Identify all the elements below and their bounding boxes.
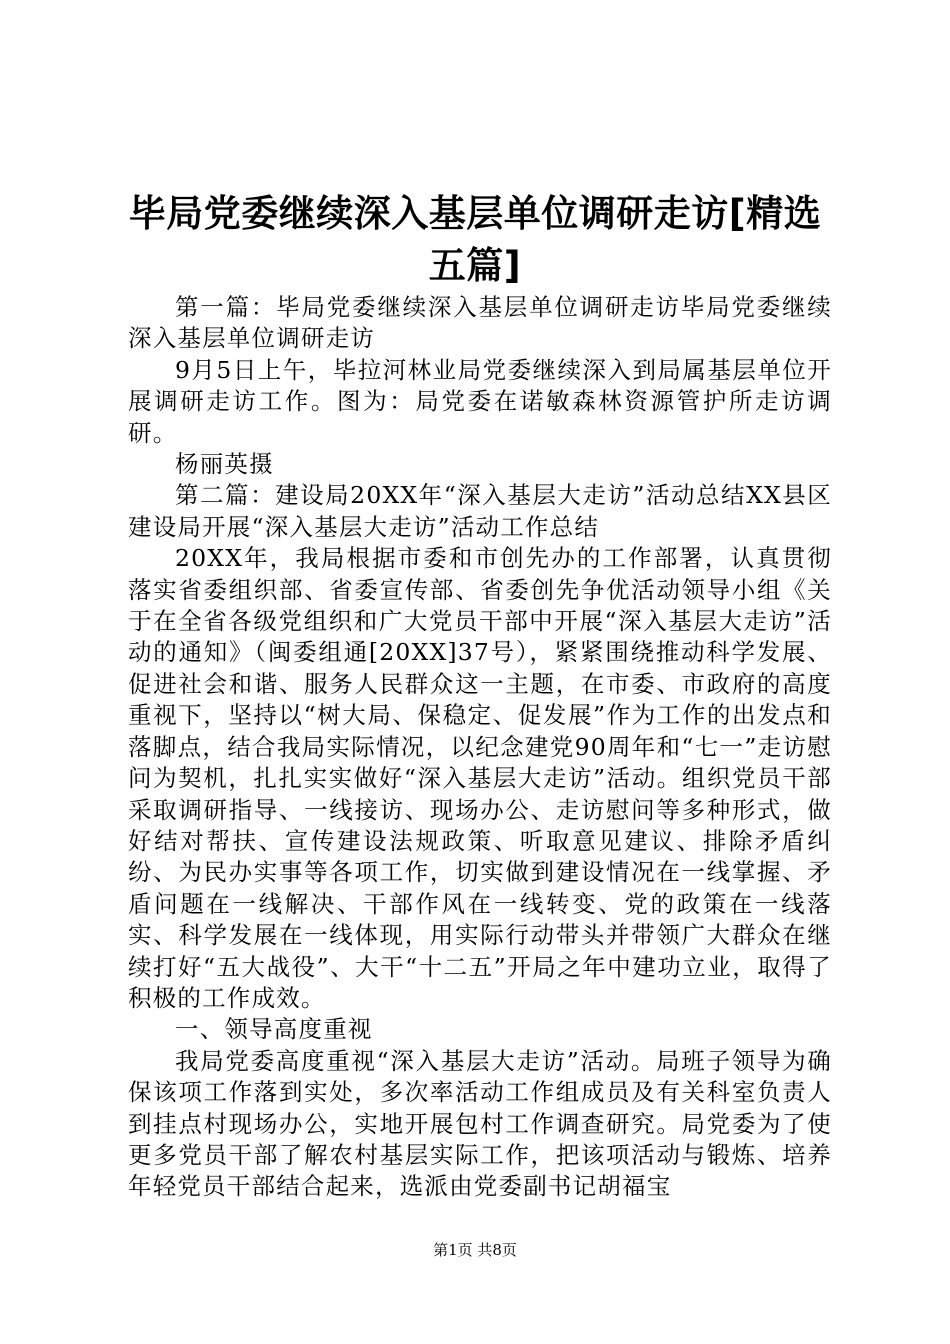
paragraph-5: 20XX年，我局根据市委和市创先办的工作部署，认真贯彻落实省委组织部、省委宣传部、省委创先争优活动领导小组《关于在全省各级党组织和广大党员干部中开展“深入基层大走访”活动的通知》（闽委组通[20XX]37号），紧紧围绕推动科学发展、促进社会和谐、服务人民群众这一主题，在市委、市政府的高度重视下，坚持以“树大局、保稳定、促发展”作为工作的出发点和落脚点，结合我局实际情况，以纪念建党90周年和“七一”走访慰问为契机，扎扎实实做好“深入基层大走访”活动。组织党员干部采取调研指导、一线接访、现场办公、走访慰问等多种形式，做好结对帮扶、宣传建设法规政策、听取意见建议、排除矛盾纠纷、为民办实事等各项工作，切实做到建设情况在一线掌握、矛盾问题在一线解决、干部作风在一线转变、党的政策在一线落实、科学发展在一线体现，用实际行动带头并带领广大群众在继续打好“五大战役”、大干“十二五”开局之年中建功立业，取得了积极的工作成效。 (128, 544, 832, 1012)
paragraph-3: 杨丽英摄 (175, 450, 274, 479)
document-title: 毕局党委继续深入基层单位调研走访[精选五篇] (128, 192, 822, 287)
paragraph-6: 我局党委高度重视“深入基层大走访”活动。局班子领导为确保该项工作落到实处，多次率活动工作组成员及有关科室负责人到挂点村现场办公，实地开展包村工作调查研究。局党委为了使更多党员干部了解农村基层实际工作，把该项活动与锻炼、培养年轻党员干部结合起来，选派由党委副书记胡福宝 (128, 1046, 832, 1201)
paragraph-1: 第一篇：毕局党委继续深入基层单位调研走访毕局党委继续深入基层单位调研走访 (128, 293, 832, 353)
section-heading: 一、领导高度重视 (175, 1015, 373, 1044)
page-footer: 第1页 共8页 (433, 1241, 517, 1259)
paragraph-2: 9月5日上午，毕拉河林业局党委继续深入到局属基层单位开展调研走访工作。图为：局党委在诺敏森林资源管护所走访调研。 (128, 355, 832, 447)
document-body (128, 292, 832, 1203)
paragraph-4: 第二篇：建设局20XX年“深入基层大走访”活动总结XX县区建设局开展“深入基层大走访”活动工作总结 (128, 481, 832, 541)
